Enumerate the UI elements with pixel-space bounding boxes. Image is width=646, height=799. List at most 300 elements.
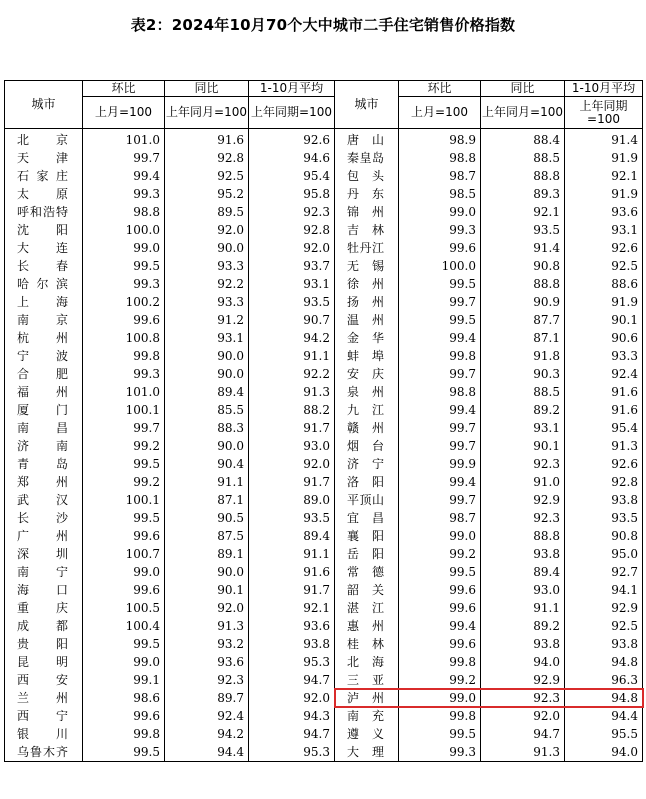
mom-value: 99.0 bbox=[399, 203, 481, 221]
table-row bbox=[5, 617, 643, 635]
mom-value: 99.3 bbox=[399, 221, 481, 239]
mom-value: 99.6 bbox=[399, 635, 481, 653]
avg-value: 95.3 bbox=[249, 653, 335, 671]
avg-value: 92.8 bbox=[249, 221, 335, 239]
avg-value: 92.3 bbox=[249, 203, 335, 221]
mom-value: 99.7 bbox=[399, 293, 481, 311]
yoy-value: 90.1 bbox=[481, 437, 565, 455]
avg-value: 93.3 bbox=[565, 347, 643, 365]
city-name: 南宁 bbox=[5, 563, 83, 581]
mom-value: 99.6 bbox=[83, 581, 165, 599]
city-name: 西安 bbox=[5, 671, 83, 689]
yoy-value: 93.8 bbox=[481, 635, 565, 653]
avg-value: 93.8 bbox=[565, 491, 643, 509]
city-name: 襄阳 bbox=[335, 527, 399, 545]
avg-value: 91.1 bbox=[249, 545, 335, 563]
mom-value: 99.5 bbox=[83, 509, 165, 527]
yoy-value: 91.4 bbox=[481, 239, 565, 257]
table-row bbox=[5, 653, 643, 671]
city-name: 南昌 bbox=[5, 419, 83, 437]
city-name: 北京 bbox=[5, 129, 83, 150]
header-mom-right: 环比 bbox=[399, 81, 481, 97]
avg-value: 89.0 bbox=[249, 491, 335, 509]
table-row bbox=[5, 725, 643, 743]
yoy-value: 89.2 bbox=[481, 401, 565, 419]
table-row bbox=[5, 527, 643, 545]
yoy-value: 92.5 bbox=[165, 167, 249, 185]
mom-value: 98.8 bbox=[83, 203, 165, 221]
avg-value: 94.0 bbox=[565, 743, 643, 762]
mom-value: 99.6 bbox=[399, 239, 481, 257]
header-city-left: 城市 bbox=[5, 81, 83, 129]
mom-value: 99.4 bbox=[399, 401, 481, 419]
yoy-value: 91.1 bbox=[165, 473, 249, 491]
table-row bbox=[5, 365, 643, 383]
mom-value: 99.5 bbox=[83, 455, 165, 473]
yoy-value: 94.2 bbox=[165, 725, 249, 743]
mom-value: 99.5 bbox=[399, 563, 481, 581]
avg-value: 95.4 bbox=[249, 167, 335, 185]
avg-value: 91.7 bbox=[249, 473, 335, 491]
mom-value: 100.4 bbox=[83, 617, 165, 635]
city-name: 西宁 bbox=[5, 707, 83, 725]
mom-value: 99.4 bbox=[399, 473, 481, 491]
table-row bbox=[5, 707, 643, 725]
mom-value: 99.0 bbox=[83, 653, 165, 671]
avg-value: 91.3 bbox=[565, 437, 643, 455]
mom-value: 101.0 bbox=[83, 383, 165, 401]
mom-value: 99.0 bbox=[83, 239, 165, 257]
mom-value: 99.9 bbox=[399, 455, 481, 473]
city-name: 宜昌 bbox=[335, 509, 399, 527]
mom-value: 99.6 bbox=[83, 527, 165, 545]
table-row bbox=[5, 581, 643, 599]
mom-value: 99.3 bbox=[83, 275, 165, 293]
mom-value: 99.4 bbox=[399, 329, 481, 347]
city-name: 三亚 bbox=[335, 671, 399, 689]
mom-value: 99.7 bbox=[399, 365, 481, 383]
yoy-value: 90.4 bbox=[165, 455, 249, 473]
table-row bbox=[5, 149, 643, 167]
subheader-mom-left: 上月=100 bbox=[83, 97, 165, 129]
avg-value: 92.5 bbox=[565, 257, 643, 275]
yoy-value: 87.7 bbox=[481, 311, 565, 329]
mom-value: 99.4 bbox=[399, 617, 481, 635]
yoy-value: 90.0 bbox=[165, 347, 249, 365]
avg-value: 91.6 bbox=[565, 383, 643, 401]
table-row bbox=[5, 293, 643, 311]
city-name: 韶关 bbox=[335, 581, 399, 599]
city-name: 厦门 bbox=[5, 401, 83, 419]
table-body bbox=[5, 129, 643, 762]
avg-value: 94.2 bbox=[249, 329, 335, 347]
avg-value: 93.1 bbox=[565, 221, 643, 239]
yoy-value: 88.4 bbox=[481, 129, 565, 150]
mom-value: 99.5 bbox=[83, 257, 165, 275]
city-name: 丹东 bbox=[335, 185, 399, 203]
avg-value: 94.8 bbox=[565, 653, 643, 671]
yoy-value: 87.1 bbox=[481, 329, 565, 347]
city-name: 岳阳 bbox=[335, 545, 399, 563]
mom-value: 99.3 bbox=[83, 365, 165, 383]
avg-value: 93.1 bbox=[249, 275, 335, 293]
city-name: 蚌埠 bbox=[335, 347, 399, 365]
city-name: 遵义 bbox=[335, 725, 399, 743]
avg-value: 94.7 bbox=[249, 671, 335, 689]
page-title: 表2：2024年10月70个大中城市二手住宅销售价格指数 bbox=[130, 16, 516, 34]
yoy-value: 92.1 bbox=[481, 203, 565, 221]
yoy-value: 92.4 bbox=[165, 707, 249, 725]
subheader-mom-right: 上月=100 bbox=[399, 97, 481, 129]
city-name: 海口 bbox=[5, 581, 83, 599]
mom-value: 99.6 bbox=[83, 311, 165, 329]
city-name: 泸州 bbox=[335, 689, 399, 707]
yoy-value: 92.3 bbox=[481, 455, 565, 473]
yoy-value: 93.1 bbox=[481, 419, 565, 437]
avg-value: 95.8 bbox=[249, 185, 335, 203]
city-name: 合肥 bbox=[5, 365, 83, 383]
city-name: 武汉 bbox=[5, 491, 83, 509]
city-name: 大连 bbox=[5, 239, 83, 257]
yoy-value: 90.5 bbox=[165, 509, 249, 527]
table-row bbox=[5, 311, 643, 329]
table-row bbox=[5, 401, 643, 419]
yoy-value: 92.9 bbox=[481, 671, 565, 689]
yoy-value: 90.8 bbox=[481, 257, 565, 275]
mom-value: 98.5 bbox=[399, 185, 481, 203]
subheader-avg-right: 上年同期=100 bbox=[565, 97, 643, 129]
mom-value: 99.3 bbox=[399, 743, 481, 762]
yoy-value: 91.3 bbox=[481, 743, 565, 762]
mom-value: 99.8 bbox=[399, 653, 481, 671]
city-name: 徐州 bbox=[335, 275, 399, 293]
city-name: 兰州 bbox=[5, 689, 83, 707]
city-name: 洛阳 bbox=[335, 473, 399, 491]
mom-value: 99.7 bbox=[83, 419, 165, 437]
city-name: 北海 bbox=[335, 653, 399, 671]
city-name: 泉州 bbox=[335, 383, 399, 401]
table-row bbox=[5, 635, 643, 653]
mom-value: 99.2 bbox=[399, 545, 481, 563]
avg-value: 91.7 bbox=[249, 581, 335, 599]
avg-value: 88.6 bbox=[565, 275, 643, 293]
city-name: 贵阳 bbox=[5, 635, 83, 653]
header-avg-left: 1-10月平均 bbox=[249, 81, 335, 97]
city-name: 深圳 bbox=[5, 545, 83, 563]
mom-value: 100.7 bbox=[83, 545, 165, 563]
avg-value: 92.1 bbox=[565, 167, 643, 185]
mom-value: 99.1 bbox=[83, 671, 165, 689]
yoy-value: 89.7 bbox=[165, 689, 249, 707]
mom-value: 98.6 bbox=[83, 689, 165, 707]
avg-value: 94.7 bbox=[249, 725, 335, 743]
yoy-value: 88.8 bbox=[481, 527, 565, 545]
avg-value: 92.1 bbox=[249, 599, 335, 617]
avg-value: 92.6 bbox=[565, 455, 643, 473]
mom-value: 99.5 bbox=[399, 311, 481, 329]
mom-value: 99.8 bbox=[83, 725, 165, 743]
city-name: 成都 bbox=[5, 617, 83, 635]
city-name: 呼和浩特 bbox=[5, 203, 83, 221]
yoy-value: 93.3 bbox=[165, 293, 249, 311]
yoy-value: 94.0 bbox=[481, 653, 565, 671]
mom-value: 99.7 bbox=[399, 419, 481, 437]
mom-value: 99.2 bbox=[399, 671, 481, 689]
avg-value: 92.0 bbox=[249, 239, 335, 257]
mom-value: 100.1 bbox=[83, 491, 165, 509]
city-name: 秦皇岛 bbox=[335, 149, 399, 167]
yoy-value: 93.8 bbox=[481, 545, 565, 563]
mom-value: 100.5 bbox=[83, 599, 165, 617]
city-name: 福州 bbox=[5, 383, 83, 401]
city-name: 无锡 bbox=[335, 257, 399, 275]
avg-value: 94.6 bbox=[249, 149, 335, 167]
avg-value: 91.7 bbox=[249, 419, 335, 437]
city-name: 沈阳 bbox=[5, 221, 83, 239]
mom-value: 99.6 bbox=[83, 707, 165, 725]
city-name: 杭州 bbox=[5, 329, 83, 347]
city-name: 济南 bbox=[5, 437, 83, 455]
avg-value: 91.9 bbox=[565, 149, 643, 167]
city-name: 银川 bbox=[5, 725, 83, 743]
yoy-value: 92.0 bbox=[165, 221, 249, 239]
mom-value: 99.7 bbox=[83, 149, 165, 167]
city-name: 牡丹江 bbox=[335, 239, 399, 257]
city-name: 宁波 bbox=[5, 347, 83, 365]
yoy-value: 91.1 bbox=[481, 599, 565, 617]
mom-value: 100.0 bbox=[83, 221, 165, 239]
avg-value: 92.9 bbox=[565, 599, 643, 617]
avg-value: 94.1 bbox=[565, 581, 643, 599]
avg-value: 91.9 bbox=[565, 185, 643, 203]
yoy-value: 92.3 bbox=[481, 689, 565, 707]
table-row bbox=[5, 599, 643, 617]
avg-value: 92.0 bbox=[249, 455, 335, 473]
avg-value: 91.1 bbox=[249, 347, 335, 365]
mom-value: 99.2 bbox=[83, 437, 165, 455]
city-name: 安庆 bbox=[335, 365, 399, 383]
table-row bbox=[5, 491, 643, 509]
avg-value: 92.7 bbox=[565, 563, 643, 581]
yoy-value: 92.0 bbox=[165, 599, 249, 617]
avg-value: 93.6 bbox=[565, 203, 643, 221]
city-name: 昆明 bbox=[5, 653, 83, 671]
city-name: 青岛 bbox=[5, 455, 83, 473]
avg-value: 90.8 bbox=[565, 527, 643, 545]
avg-value: 95.3 bbox=[249, 743, 335, 762]
yoy-value: 90.0 bbox=[165, 437, 249, 455]
mom-value: 99.4 bbox=[83, 167, 165, 185]
city-name: 锦州 bbox=[335, 203, 399, 221]
yoy-value: 93.0 bbox=[481, 581, 565, 599]
mom-value: 101.0 bbox=[83, 129, 165, 150]
mom-value: 99.3 bbox=[83, 185, 165, 203]
avg-value: 92.2 bbox=[249, 365, 335, 383]
header-city-right: 城市 bbox=[335, 81, 399, 129]
mom-value: 99.8 bbox=[83, 347, 165, 365]
mom-value: 99.7 bbox=[399, 491, 481, 509]
avg-value: 93.5 bbox=[565, 509, 643, 527]
header-avg-right: 1-10月平均 bbox=[565, 81, 643, 97]
table-row bbox=[5, 563, 643, 581]
yoy-value: 92.0 bbox=[481, 707, 565, 725]
yoy-value: 91.3 bbox=[165, 617, 249, 635]
avg-value: 92.5 bbox=[565, 617, 643, 635]
yoy-value: 89.1 bbox=[165, 545, 249, 563]
table-row bbox=[5, 329, 643, 347]
mom-value: 99.5 bbox=[83, 743, 165, 762]
yoy-value: 92.3 bbox=[481, 509, 565, 527]
avg-value: 92.6 bbox=[565, 239, 643, 257]
city-name: 南充 bbox=[335, 707, 399, 725]
avg-value: 95.4 bbox=[565, 419, 643, 437]
yoy-value: 91.2 bbox=[165, 311, 249, 329]
subheader-yoy-left: 上年同月=100 bbox=[165, 97, 249, 129]
yoy-value: 91.6 bbox=[165, 129, 249, 150]
mom-value: 99.5 bbox=[399, 725, 481, 743]
city-name: 湛江 bbox=[335, 599, 399, 617]
yoy-value: 89.3 bbox=[481, 185, 565, 203]
yoy-value: 93.5 bbox=[481, 221, 565, 239]
table-row bbox=[5, 419, 643, 437]
city-name: 南京 bbox=[5, 311, 83, 329]
mom-value: 99.5 bbox=[83, 635, 165, 653]
city-name: 常德 bbox=[335, 563, 399, 581]
city-name: 长春 bbox=[5, 257, 83, 275]
city-name: 上海 bbox=[5, 293, 83, 311]
header-yoy-right: 同比 bbox=[481, 81, 565, 97]
table-row bbox=[5, 239, 643, 257]
mom-value: 99.6 bbox=[399, 599, 481, 617]
avg-value: 95.5 bbox=[565, 725, 643, 743]
table-row bbox=[5, 473, 643, 491]
yoy-value: 88.8 bbox=[481, 167, 565, 185]
avg-value: 93.5 bbox=[249, 293, 335, 311]
yoy-value: 95.2 bbox=[165, 185, 249, 203]
yoy-value: 93.3 bbox=[165, 257, 249, 275]
mom-value: 99.0 bbox=[399, 689, 481, 707]
avg-value: 93.8 bbox=[249, 635, 335, 653]
yoy-value: 89.5 bbox=[165, 203, 249, 221]
yoy-value: 88.3 bbox=[165, 419, 249, 437]
yoy-value: 92.8 bbox=[165, 149, 249, 167]
mom-value: 99.2 bbox=[83, 473, 165, 491]
city-name: 哈尔滨 bbox=[5, 275, 83, 293]
yoy-value: 93.2 bbox=[165, 635, 249, 653]
table-row bbox=[5, 743, 643, 762]
avg-value: 91.3 bbox=[249, 383, 335, 401]
yoy-value: 90.0 bbox=[165, 239, 249, 257]
city-name: 郑州 bbox=[5, 473, 83, 491]
mom-value: 99.8 bbox=[399, 707, 481, 725]
avg-value: 91.4 bbox=[565, 129, 643, 150]
city-name: 大理 bbox=[335, 743, 399, 762]
city-name: 桂林 bbox=[335, 635, 399, 653]
yoy-value: 89.4 bbox=[481, 563, 565, 581]
city-name: 唐山 bbox=[335, 129, 399, 150]
yoy-value: 91.0 bbox=[481, 473, 565, 491]
avg-value: 93.6 bbox=[249, 617, 335, 635]
table-row bbox=[5, 347, 643, 365]
mom-value: 100.2 bbox=[83, 293, 165, 311]
mom-value: 99.8 bbox=[399, 347, 481, 365]
table-row bbox=[5, 275, 643, 293]
yoy-value: 87.5 bbox=[165, 527, 249, 545]
header-mom-left: 环比 bbox=[83, 81, 165, 97]
avg-value: 89.4 bbox=[249, 527, 335, 545]
avg-value: 92.6 bbox=[249, 129, 335, 150]
table-row bbox=[5, 257, 643, 275]
yoy-value: 88.5 bbox=[481, 383, 565, 401]
city-name: 吉林 bbox=[335, 221, 399, 239]
city-name: 长沙 bbox=[5, 509, 83, 527]
mom-value: 98.8 bbox=[399, 383, 481, 401]
yoy-value: 90.3 bbox=[481, 365, 565, 383]
avg-value: 91.6 bbox=[565, 401, 643, 419]
yoy-value: 89.2 bbox=[481, 617, 565, 635]
yoy-value: 93.1 bbox=[165, 329, 249, 347]
table-row bbox=[5, 129, 643, 150]
city-name: 重庆 bbox=[5, 599, 83, 617]
price-index-table bbox=[4, 80, 643, 762]
city-name: 太原 bbox=[5, 185, 83, 203]
yoy-value: 92.3 bbox=[165, 671, 249, 689]
avg-value: 94.3 bbox=[249, 707, 335, 725]
city-name: 烟台 bbox=[335, 437, 399, 455]
city-name: 扬州 bbox=[335, 293, 399, 311]
yoy-value: 88.8 bbox=[481, 275, 565, 293]
avg-value: 93.7 bbox=[249, 257, 335, 275]
yoy-value: 94.4 bbox=[165, 743, 249, 762]
mom-value: 100.1 bbox=[83, 401, 165, 419]
avg-value: 88.2 bbox=[249, 401, 335, 419]
avg-value: 91.6 bbox=[249, 563, 335, 581]
yoy-value: 90.1 bbox=[165, 581, 249, 599]
mom-value: 100.0 bbox=[399, 257, 481, 275]
table-row bbox=[5, 671, 643, 689]
table-row bbox=[5, 437, 643, 455]
avg-value: 95.0 bbox=[565, 545, 643, 563]
city-name: 赣州 bbox=[335, 419, 399, 437]
yoy-value: 87.1 bbox=[165, 491, 249, 509]
mom-value: 99.6 bbox=[399, 581, 481, 599]
mom-value: 100.8 bbox=[83, 329, 165, 347]
table-row bbox=[5, 185, 643, 203]
city-name: 石家庄 bbox=[5, 167, 83, 185]
table-row bbox=[5, 167, 643, 185]
avg-value: 90.1 bbox=[565, 311, 643, 329]
avg-value: 93.0 bbox=[249, 437, 335, 455]
yoy-value: 90.9 bbox=[481, 293, 565, 311]
avg-value: 90.7 bbox=[249, 311, 335, 329]
yoy-value: 91.8 bbox=[481, 347, 565, 365]
mom-value: 98.7 bbox=[399, 167, 481, 185]
table-row bbox=[5, 221, 643, 239]
yoy-value: 89.4 bbox=[165, 383, 249, 401]
city-name: 九江 bbox=[335, 401, 399, 419]
yoy-value: 92.2 bbox=[165, 275, 249, 293]
yoy-value: 88.5 bbox=[481, 149, 565, 167]
table-row bbox=[5, 455, 643, 473]
city-name: 天津 bbox=[5, 149, 83, 167]
city-name: 济宁 bbox=[335, 455, 399, 473]
avg-value: 91.9 bbox=[565, 293, 643, 311]
avg-value: 93.8 bbox=[565, 635, 643, 653]
avg-value: 90.6 bbox=[565, 329, 643, 347]
avg-value: 92.8 bbox=[565, 473, 643, 491]
city-name: 乌鲁木齐 bbox=[5, 743, 83, 762]
mom-value: 99.5 bbox=[399, 275, 481, 293]
